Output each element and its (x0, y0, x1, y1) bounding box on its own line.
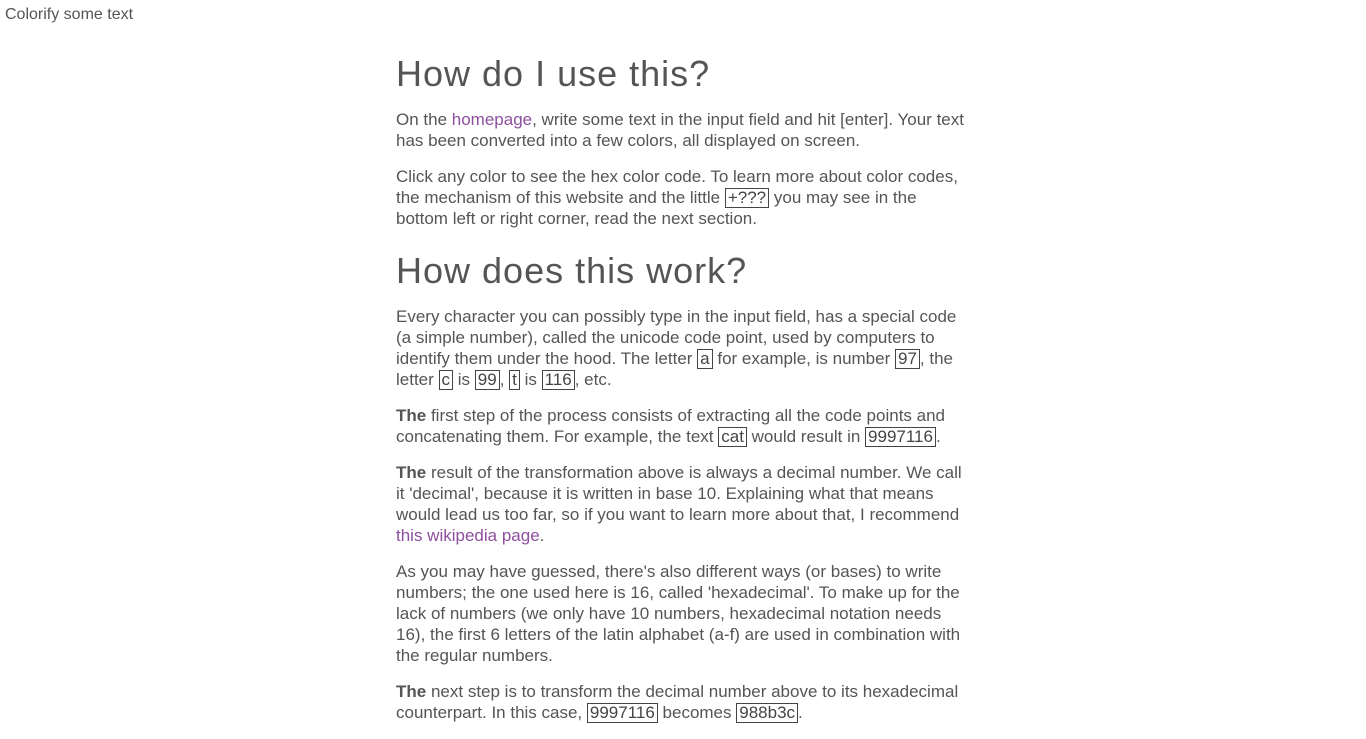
bold-text: The (396, 682, 427, 701)
code-box: a (697, 349, 712, 369)
text: you may see in the bottom left or right corner, read the next section. (396, 188, 917, 228)
text: becomes (657, 703, 737, 722)
text: , the letter (396, 349, 953, 389)
text: would result in (746, 427, 866, 446)
bold-text: The (396, 406, 427, 425)
code-box: 9997116 (587, 703, 658, 723)
text: On the (396, 110, 452, 129)
code-box: 9997116 (865, 427, 936, 447)
text: . (539, 526, 545, 545)
intro-paragraph (396, 109, 972, 151)
text: . (935, 427, 941, 446)
code-box: t (509, 370, 520, 390)
text: Every character you can possibly type in the input field, has a special code (a simple number), called the unicode code point, used by computers to identify them under the hood. The letter (396, 307, 957, 368)
text: Click any color to see the hex color code. To learn more about color codes, the mechanism of this website and the little (396, 167, 958, 207)
text: , (499, 370, 510, 389)
code-box: 99 (475, 370, 500, 390)
text: , write some text in the input field and hit [enter]. Your text has been converted into a few colors, all displayed on screen. (396, 110, 964, 150)
text: first step of the process consists of extracting all the code points and concatenating them. For example, the text (396, 406, 946, 446)
text: , etc. (574, 370, 612, 389)
counter-box: +??? (725, 188, 769, 208)
bases-paragraph: As you may have guessed, there's also different ways (or bases) to write numbers; the one used here is 16, called 'hexadecimal'. To make up for the lack of numbers (we only have 10 numbers, hexadecimal notation needs 16), the first 6 letters of the latin alphabet (a-f) are used in combination with the regular numbers. (396, 562, 961, 665)
homepage-link[interactable]: homepage (451, 110, 533, 129)
code-box: cat (718, 427, 747, 447)
wikipedia-link[interactable]: this wikipedia page (396, 526, 540, 545)
first-step-paragraph (396, 405, 972, 447)
code-box: c (439, 370, 454, 390)
main-content (396, 54, 972, 723)
text: result of the transformation above is always a decimal number. We call it 'decimal', because it is written in base 10. Explaining what that means would lead us too far, so if you want to learn more about that, I recommend (396, 463, 962, 524)
code-box: 988b3c (736, 703, 798, 723)
text: is (453, 370, 475, 389)
result-paragraph (396, 462, 972, 546)
text: for example, is number (712, 349, 895, 368)
bold-text: The (396, 463, 427, 482)
next-step-paragraph (396, 681, 972, 723)
app-title[interactable]: Colorify some text (5, 6, 134, 23)
code-box: 97 (895, 349, 920, 369)
text: . (798, 703, 803, 722)
click-paragraph (396, 166, 972, 229)
section-title: How does this work? (396, 250, 748, 291)
code-box: 116 (542, 370, 575, 390)
page-title: How do I use this? (396, 53, 711, 94)
text: next step is to transform the decimal number above to its hexadecimal counterpart. In this case, (396, 682, 959, 722)
codepoint-paragraph (396, 306, 972, 390)
text: is (519, 370, 542, 389)
